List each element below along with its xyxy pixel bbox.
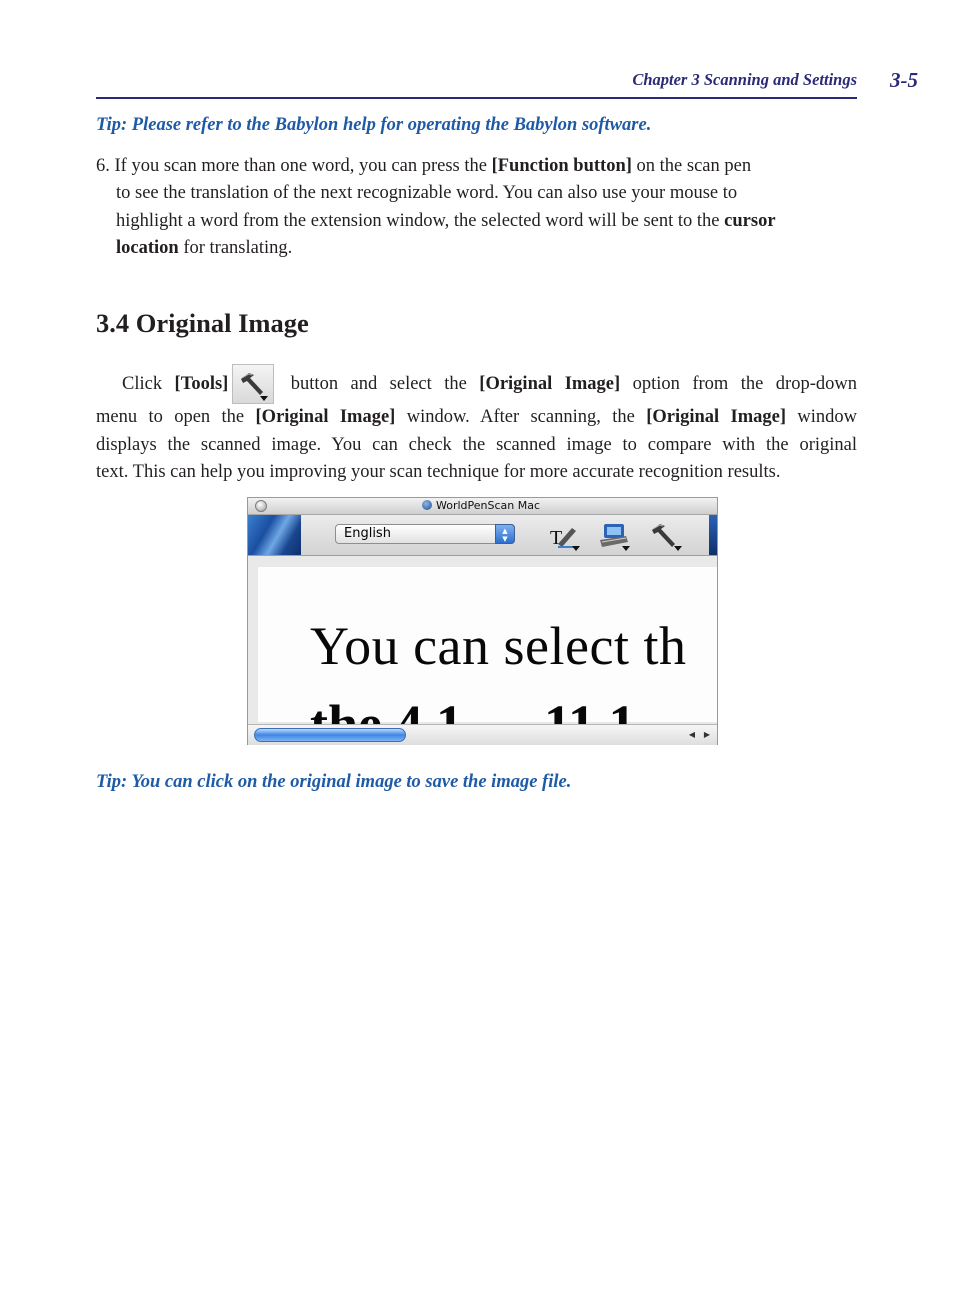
text: menu to open the bbox=[96, 407, 256, 427]
original-image-window-screenshot bbox=[247, 497, 718, 745]
dropdown-icon bbox=[572, 546, 580, 551]
chapter-header: Chapter 3 Scanning and Settings bbox=[632, 70, 857, 89]
scroll-right-icon[interactable]: ▶ bbox=[703, 730, 711, 739]
text: on the scan pen bbox=[631, 156, 752, 176]
dropdown-icon bbox=[622, 546, 630, 551]
scanner-settings-button[interactable] bbox=[596, 520, 632, 552]
language-select[interactable] bbox=[335, 524, 515, 544]
scanned-image-text: You can select th bbox=[310, 616, 687, 676]
para-line-4: text. This can help you improving your scan technique for more accurate recognition results. bbox=[96, 462, 781, 482]
svg-text:T: T bbox=[550, 527, 563, 549]
text: window bbox=[786, 407, 858, 427]
original-image-label: [Original Image] bbox=[646, 407, 787, 427]
para-line-1 bbox=[96, 364, 857, 404]
brand-logo bbox=[248, 515, 301, 555]
text: window. After scanning, the bbox=[395, 407, 647, 427]
close-icon[interactable] bbox=[255, 500, 267, 512]
location-label: location bbox=[116, 237, 179, 258]
page-number: 3-5 bbox=[890, 68, 918, 92]
function-button-label: [Function button] bbox=[491, 156, 632, 176]
tools-label: [Tools] bbox=[174, 374, 229, 394]
tip-babylon: Tip: Please refer to the Babylon help for operating the Babylon software. bbox=[96, 115, 652, 135]
cursor-label: cursor bbox=[724, 210, 776, 231]
text-tool-button[interactable] bbox=[546, 520, 582, 552]
tools-button[interactable] bbox=[648, 520, 684, 552]
window-toolbar bbox=[248, 515, 717, 556]
text: button and select the bbox=[278, 374, 480, 394]
step-6-line-1 bbox=[96, 153, 866, 180]
original-image-label: [Original Image] bbox=[255, 407, 396, 427]
text: 6. If you scan more than one word, you can press the bbox=[96, 156, 492, 176]
dropdown-icon bbox=[674, 546, 682, 551]
step-6-line-3 bbox=[96, 208, 866, 235]
scroll-left-icon[interactable]: ◀ bbox=[688, 730, 696, 739]
scrollbar-thumb[interactable] bbox=[254, 728, 406, 742]
section-title: 3.4 Original Image bbox=[96, 308, 309, 338]
window-title-text: WorldPenScan Mac bbox=[436, 499, 541, 512]
app-icon bbox=[422, 500, 432, 510]
horizontal-scrollbar[interactable] bbox=[248, 724, 717, 745]
original-image-area[interactable] bbox=[258, 567, 717, 722]
tip-save-image: Tip: You can click on the original image to save the image file. bbox=[96, 772, 572, 792]
tools-icon bbox=[232, 364, 274, 404]
original-image-paragraph bbox=[96, 364, 857, 487]
step-6-line-4 bbox=[96, 235, 866, 262]
header-rule bbox=[96, 97, 857, 99]
text: highlight a word from the extension window, the selected word will be sent to the bbox=[116, 210, 725, 231]
select-arrows-icon: ▲ ▼ bbox=[495, 524, 515, 544]
window-title bbox=[422, 499, 540, 512]
para-line-3: displays the scanned image. You can check the scanned image to compare with the original bbox=[96, 434, 857, 455]
window-titlebar bbox=[248, 498, 717, 515]
text: Click bbox=[122, 374, 175, 394]
text: option from the drop-down bbox=[620, 374, 857, 394]
language-value: English bbox=[344, 526, 391, 541]
text: for translating. bbox=[178, 237, 293, 258]
toolbar-edge bbox=[709, 515, 717, 555]
para-line-2 bbox=[96, 404, 857, 432]
step-6-line-2: to see the translation of the next recognizable word. You can also use your mouse to bbox=[116, 183, 738, 204]
step-6 bbox=[96, 153, 866, 262]
original-image-label: [Original Image] bbox=[479, 374, 621, 394]
